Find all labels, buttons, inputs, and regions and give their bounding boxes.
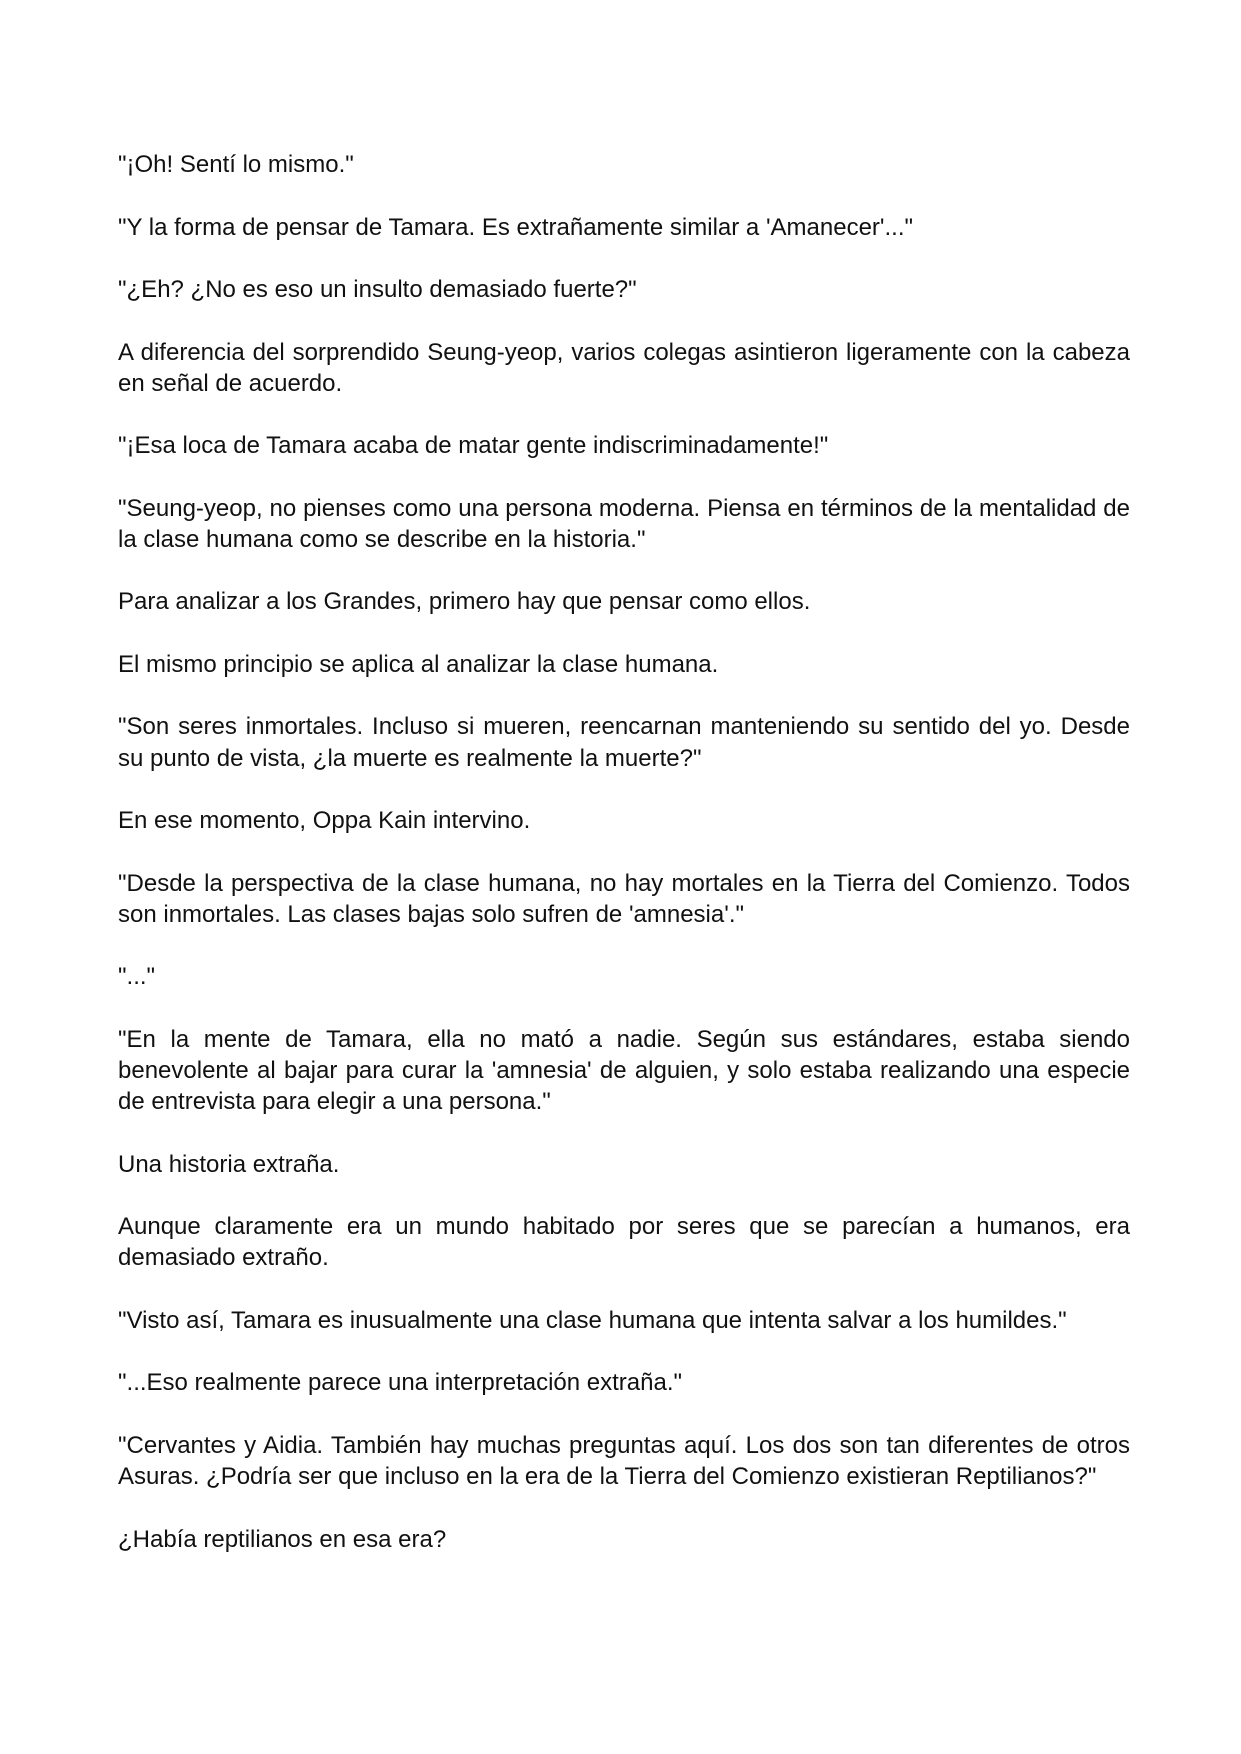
paragraph: ¿Había reptilianos en esa era? (118, 1525, 447, 1553)
paragraph: El mismo principio se aplica al analizar la clase humana. (118, 650, 719, 678)
paragraph: "Son seres inmortales. Incluso si mueren, reencarnan manteniendo su sentido del yo. Desde su punto de vista, ¿la muerte es realmente la muerte?" (118, 713, 1130, 772)
paragraph: A diferencia del sorprendido Seung-yeop, varios colegas asintieron ligeramente con la cabeza en señal de acuerdo. (118, 338, 1130, 397)
document-body (118, 149, 1130, 1555)
paragraph: "..." (118, 963, 156, 991)
paragraph: "...Eso realmente parece una interpretación extraña." (118, 1369, 683, 1397)
paragraph: "Visto así, Tamara es inusualmente una clase humana que intenta salvar a los humildes." (118, 1306, 1067, 1334)
paragraph: Una historia extraña. (118, 1150, 340, 1178)
paragraph: "¡Esa loca de Tamara acaba de matar gente indiscriminadamente!" (118, 432, 829, 460)
paragraph: "Cervantes y Aidia. También hay muchas preguntas aquí. Los dos son tan diferentes de otros Asuras. ¿Podría ser que incluso en la era de la Tierra del Comienzo existieran Reptilianos?" (118, 1431, 1130, 1491)
paragraph: En ese momento, Oppa Kain intervino. (118, 807, 531, 835)
paragraph: "Seung-yeop, no pienses como una persona moderna. Piensa en términos de la mentalidad de la clase humana como se describe en la historia." (118, 494, 1130, 553)
paragraph: "Desde la perspectiva de la clase humana, no hay mortales en la Tierra del Comienzo. Todos son inmortales. Las clases bajas solo sufren de 'amnesia'." (118, 869, 1130, 928)
paragraph: Para analizar a los Grandes, primero hay que pensar como ellos. (118, 588, 811, 616)
paragraph: "¿Eh? ¿No es eso un insulto demasiado fuerte?" (118, 276, 637, 303)
paragraph: Aunque claramente era un mundo habitado por seres que se parecían a humanos, era demasiado extraño. (118, 1213, 1130, 1272)
paragraph: "En la mente de Tamara, ella no mató a nadie. Según sus estándares, estaba siendo benevolente al bajar para curar la 'amnesia' de alguien, y solo estaba realizando una especie de entrevista para elegir a una persona." (118, 1025, 1130, 1116)
paragraph: "Y la forma de pensar de Tamara. Es extrañamente similar a 'Amanecer'..." (118, 213, 914, 241)
paragraph: "¡Oh! Sentí lo mismo." (118, 151, 354, 178)
